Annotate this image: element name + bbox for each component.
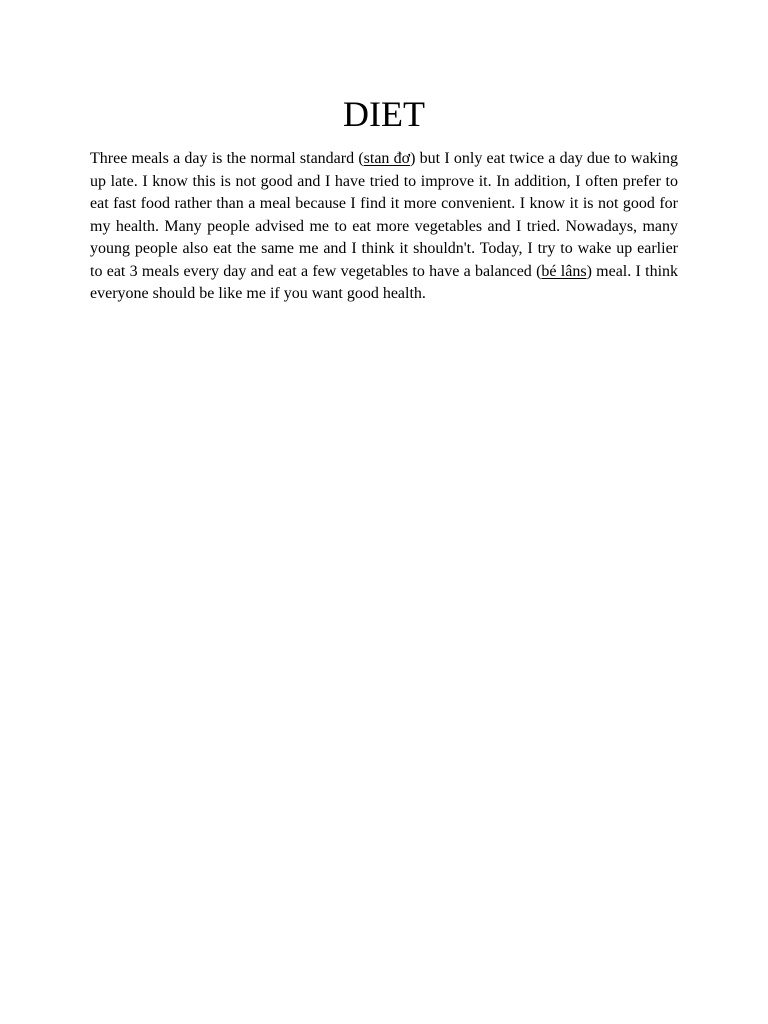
paragraph-text-1: Three meals a day is the normal standard ( (90, 150, 364, 167)
body-paragraph (90, 148, 678, 306)
pronunciation-standard: stan đơ (363, 150, 411, 167)
paragraph-text-2: ) but I only eat twice a day due to waking up late. I know this is not good and I have tried to improve it. In addition, I often prefer to eat fast food rather than a meal because I find it more convenient. I know it is not good for my health. Many people advised me to eat more vegetables and I tried. Nowadays, many young people also eat the same me and I think it shouldn't. Today, I try to wake up earlier to eat 3 meals every day and eat a few vegetables to have a balanced ( (90, 150, 678, 280)
paragraph-text-3: ) meal. I think everyone should be like me if you want good health. (90, 262, 679, 302)
pronunciation-balanced: bé lâns (541, 262, 587, 280)
page-title: DIET (343, 94, 425, 134)
